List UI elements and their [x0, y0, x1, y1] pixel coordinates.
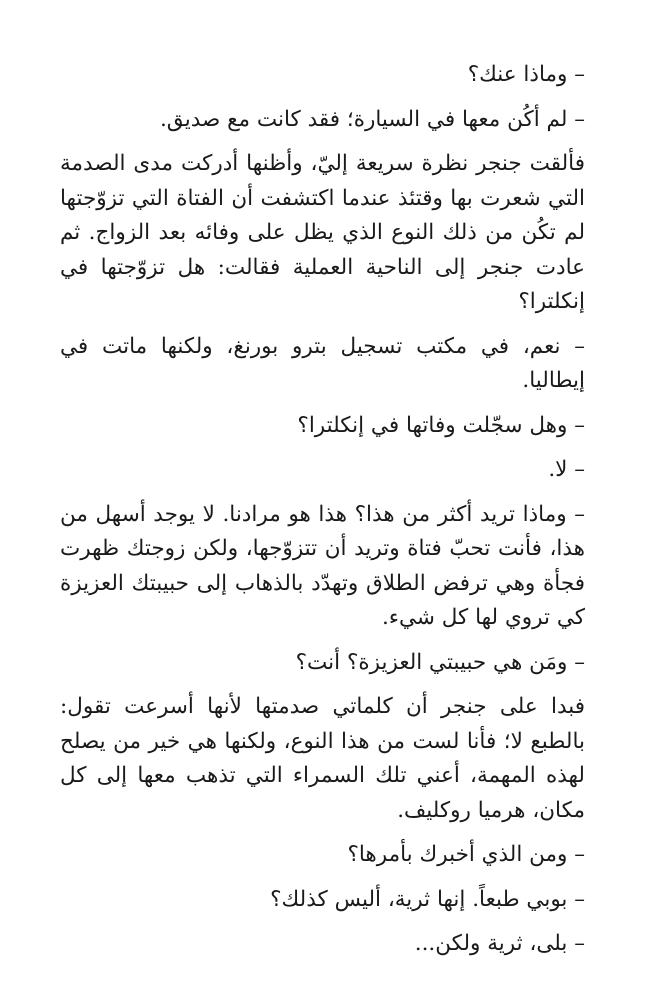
dialogue-line: – وهل سجّلت وفاتها في إنكلترا؟: [297, 412, 585, 438]
dialogue-line: – لا.: [548, 457, 585, 482]
dialogue-line: – بلى، ثرية ولكن...: [414, 931, 585, 956]
dialogue-line: – وماذا تريد أكثر من هذا؟ هذا هو مرادنا. لا يوجد أسهل من هذا، فأنت تحبّ فتاة وتريد أن تتزوّجها، ولكن زوجتك ظهرت فجأة وهي ترفض الطلاق وتهدّد بالذهاب إلى حبيبتك العزيزة كي تروي لها كل شيء.: [60, 501, 585, 630]
book-page: [60, 58, 585, 972]
dialogue-line: – وماذا عنك؟: [467, 62, 585, 87]
dialogue-line: – نعم، في مكتب تسجيل بترو بورنغ، ولكنها ماتت في إيطاليا.: [60, 333, 585, 393]
dialogue-line: – ومن الذي أخبرك بأمرها؟: [347, 842, 585, 867]
dialogue-line: – بوبي طبعاً. إنها ثرية، أليس كذلك؟: [270, 886, 585, 912]
narration-paragraph: فألقت جنجر نظرة سريعة إليّ، وأظنها أدركت مدى الصدمة التي شعرت بها وقتئذ عندما اكتشفت أن الفتاة التي تزوّجتها لم تكُن من ذلك النوع الذي يظل على وفائه بعد الزواج. ثم عادت جنجر إلى الناحية العملية فقالت: هل تزوّجتها في إنكلترا؟: [60, 151, 585, 314]
dialogue-line: – ومَن هي حبيبتي العزيزة؟ أنت؟: [295, 649, 585, 675]
dialogue-line: – لم أكُن معها في السيارة؛ فقد كانت مع صديق.: [159, 106, 585, 132]
narration-paragraph: فبدا على جنجر أن كلماتي صدمتها لأنها أسرعت تقول: بالطبع لا؛ فأنا لست من هذا النوع، ولكنها هي خير من يصلح لهذه المهمة، أعني تلك السمراء التي تذهب معها إلى كل مكان، هرميا روكليف.: [60, 694, 585, 823]
